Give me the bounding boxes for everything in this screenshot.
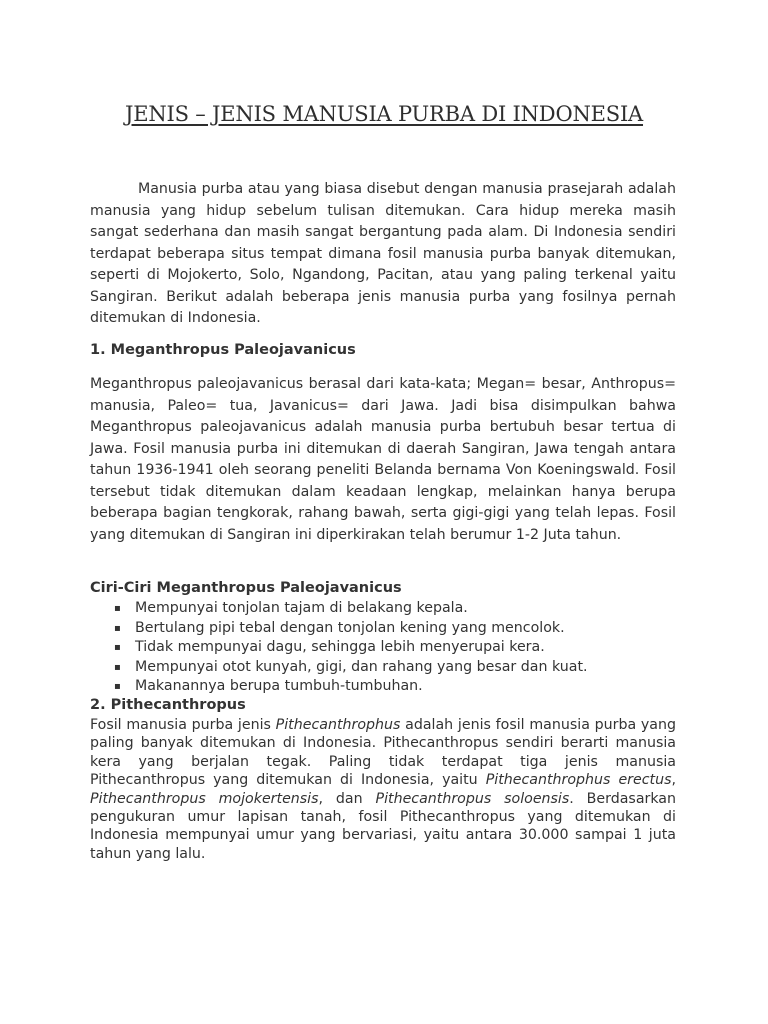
pithecanthropus-paragraph xyxy=(90,716,676,863)
paragraph-text: Fosil manusia purba jenis xyxy=(90,717,276,733)
list-item-text: Mempunyai otot kunyah, gigi, dan rahang yang besar dan kuat. xyxy=(135,658,588,675)
paragraph-text: , dan xyxy=(318,790,376,807)
list-item xyxy=(90,638,676,658)
square-bullet-icon: ▪ xyxy=(114,622,121,634)
paragraph-text: , xyxy=(671,772,676,789)
ciri-ciri-heading: Ciri-Ciri Meganthropus Paleojavanicus xyxy=(90,580,402,596)
paragraph-text: adalah jenis fosil manusia purba yang paling banyak ditemukan di Indonesia. Pithecanthropus sendiri berarti manusia kera yang berjalan tegak. Paling tidak terdapat tiga jenis manusia Pithecanthropus yang ditemukan di Indonesia, yaitu xyxy=(90,717,677,789)
list-item xyxy=(90,619,676,639)
species-name-italic: Pithecanthrophus erectus xyxy=(485,772,672,789)
species-name-italic: Pithecanthropus mojokertensis xyxy=(90,790,319,807)
list-item-text: Tidak mempunyai dagu, sehingga lebih menyerupai kera. xyxy=(135,639,545,655)
list-item xyxy=(90,599,676,619)
list-item-text: Bertulang pipi tebal dengan tonjolan kening yang mencolok. xyxy=(135,619,565,636)
section-heading-pithecanthropus: 2. Pithecanthropus xyxy=(90,697,246,713)
paragraph-text: . Berdasarkan pengukuran umur lapisan tanah, fosil Pithecanthropus yang ditemukan di Indonesia mempunyai umur yang bervariasi, yaitu antara 30.000 sampai 1 juta tahun yang lalu. xyxy=(90,790,676,862)
meganthropus-paragraph: Meganthropus paleojavanicus berasal dari kata-kata; Megan= besar, Anthropus= manusia, Paleo= tua, Javanicus= dari Jawa. Jadi bisa disimpulkan bahwa Meganthropus paleojavanicus adalah manusia purba bertubuh besar tertua di Jawa. Fosil manusia purba ini ditemukan di daerah Sangiran, Jawa tengah antara tahun 1936-1941 oleh seorang peneliti Belanda bernama Von Koeningswald. Fosil tersebut tidak ditemukan dalam keadaan lengkap, melainkan hanya berupa beberapa bagian tengkorak, rahang bawah, serta gigi-gigi yang telah lepas. Fosil yang ditemukan di Sangiran ini diperkirakan telah berumur 1-2 Juta tahun. xyxy=(90,376,676,543)
intro-paragraph: Manusia purba atau yang biasa disebut dengan manusia prasejarah adalah manusia yang hidup sebelum tulisan ditemukan. Cara hidup mereka masih sangat sederhana dan masih sangat bergantung pada alam. Di Indonesia sendiri terdapat beberapa situs tempat dimana fosil manusia purba banyak ditemukan, seperti di Mojokerto, Solo, Ngandong, Pacitan, atau yang paling terkenal yaitu Sangiran. Berikut adalah beberapa jenis manusia purba yang fosilnya pernah ditemukan di Indonesia. xyxy=(90,181,676,326)
list-item-text: Makanannya berupa tumbuh-tumbuhan. xyxy=(135,678,423,694)
species-name-italic: Pithecanthropus soloensis xyxy=(375,790,570,807)
list-item-text: Mempunyai tonjolan tajam di belakang kepala. xyxy=(135,600,468,616)
square-bullet-icon: ▪ xyxy=(114,642,121,653)
square-bullet-icon: ▪ xyxy=(114,681,121,692)
document-title: JENIS – JENIS MANUSIA PURBA DI INDONESIA xyxy=(124,102,644,126)
ciri-ciri-list xyxy=(90,599,676,697)
section-heading-meganthropus: 1. Meganthropus Paleojavanicus xyxy=(90,342,356,358)
species-name-italic: Pithecanthrophus xyxy=(275,717,401,733)
square-bullet-icon: ▪ xyxy=(114,603,121,614)
list-item xyxy=(90,677,676,697)
square-bullet-icon: ▪ xyxy=(114,661,121,673)
list-item xyxy=(90,658,676,678)
